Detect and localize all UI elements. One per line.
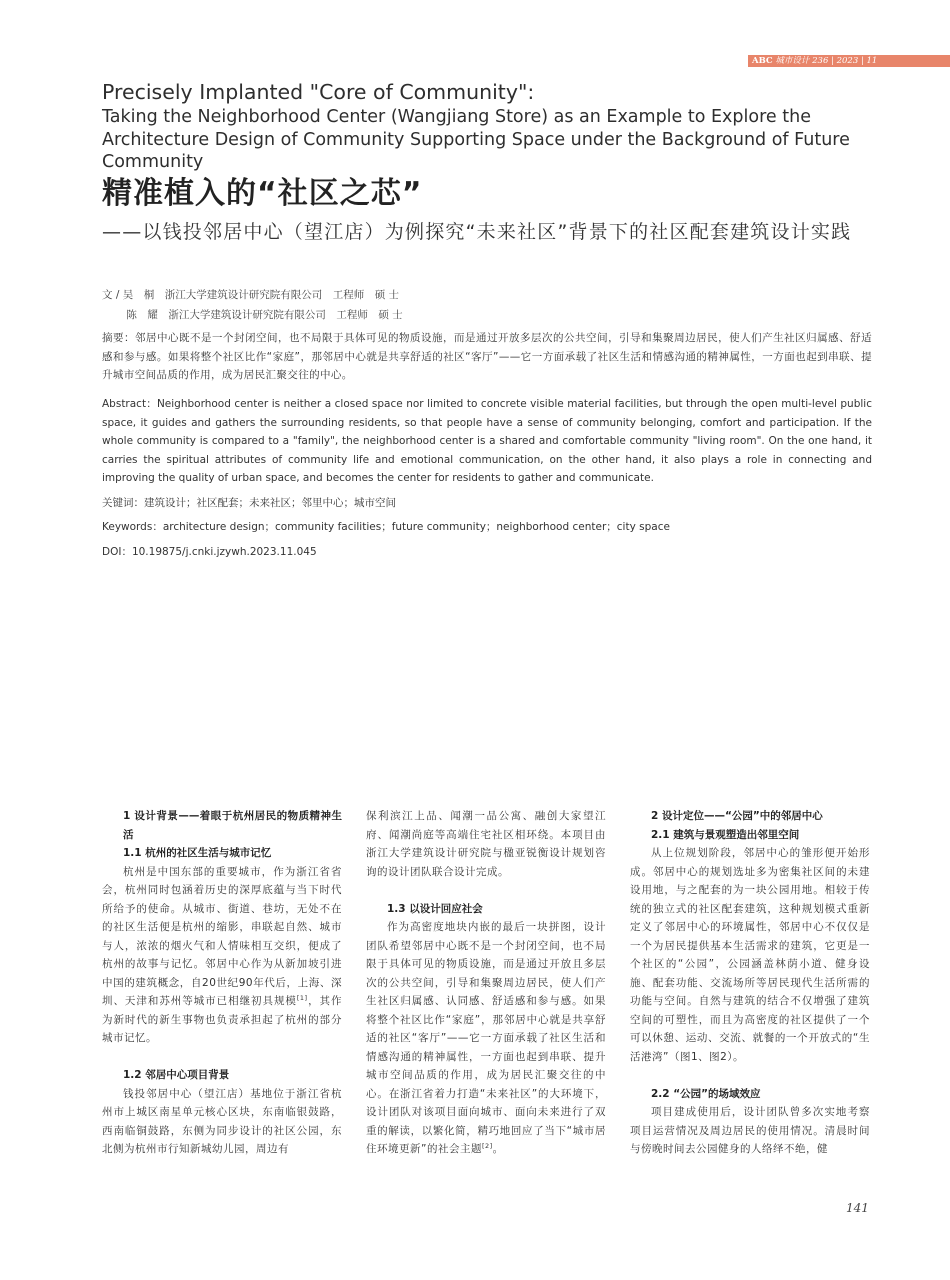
paragraph-1-3 xyxy=(366,918,606,1159)
paragraph-1-1-tail: ，其作为新时代的新生事物也负责承担起了杭州的部分城市记忆。 xyxy=(102,995,343,1044)
section-heading-2: 2 设计定位——“公园”中的邻居中心 xyxy=(651,810,823,822)
citation-ref-1[interactable]: [1] xyxy=(296,994,308,1002)
doi: DOI：10.19875/j.cnki.jzywh.2023.11.045 xyxy=(102,546,317,558)
paragraph-1-3-text: 作为高密度地块内嵌的最后一块拼图，设计团队希望邻居中心既不是一个封闭空间，也不局限于具体可见的物质设施，而是通过开放且多层次的公共空间，引导和集聚周边居民，使人们产生社区归属感、认同感、舒适感和参与感。如果将整个社区比作“家庭”，那邻居中心就是共享舒适的社区“客厅”——它一方面承载了社区生活和情感沟通的精神属性，一方面也起到串联、提升城市空间品质的作用，成为居民汇聚交往的中心。在浙江省着力打造“未来社区”的大环境下，设计团队对该项目面向城市、面向未来进行了双重的解读，以繁化简，精巧地回应了当下“城市居住环境更新”的社会主题 xyxy=(366,921,606,1155)
paragraph-1-1-text: 杭州是中国东部的重要城市，作为浙江省省会，杭州同时包涵着历史的深厚底蕴与当下时代所给予的使命。从城市、街道、巷坊，无处不在的社区生活便是杭州的缩影，串联起自然、城市与人，浓浓的烟火气和人情味相互交织，便成了杭州的故事与记忆。邻居中心作为从新加坡引进中国的建筑概念，自20世纪90年代后，上海、深圳、天津和苏州等城市已相继初具规模 xyxy=(102,865,342,1007)
chinese-title: 精准植入的“社区之芯” xyxy=(102,176,423,211)
keywords-english: Keywords：architecture design；community facilities；future community；neighborhood center；city space xyxy=(102,521,670,533)
paragraph-2-1: 从上位规划阶段，邻居中心的雏形便开始形成。邻居中心的规划选址多为密集社区间的未建设用地，与之配套的为一块公园用地。相较于传统的独立式的社区配套建筑，这种规划模式重新定义了邻居中心的环境属性，邻居中心不仅仅是一个为居民提供基本生活需求的建筑，它更是一个社区的“公园”，公园涵盖林荫小道、健身设施、配套功能、交流场所等居民现代生活所需的功能与空间。自然与建筑的结合不仅增强了建筑空间的可塑性，而且为高密度的社区提供了一个可以休憩、运动、交流、就餐的一个开放式的“生活港湾”（图1、图2）。 xyxy=(630,847,870,1063)
author-list xyxy=(102,285,403,325)
keywords-chinese: 关键词：建筑设计；社区配套；未来社区；邻里中心；城市空间 xyxy=(102,497,396,509)
journal-name: 城市设计 xyxy=(775,56,810,66)
paragraph-1-3-tail: 。 xyxy=(492,1143,504,1155)
section-heading-1-1: 1.1 杭州的社区生活与城市记忆 xyxy=(123,847,272,859)
abstract-english: Abstract：Neighborhood center is neither a closed space nor limited to concrete visible material facilities, but through the open multi-level public space, it guides and gathers the surrounding residents, so that people have a sense of community belonging, comfort and participation. If the whole community is compared to a "family", the neighborhood center is a shared and comfortable community "living room". On the one hand, it carries the spiritual attributes of community life and emotional communication, on the other hand, it also plays a role in connecting and improving the quality of urban space, and becomes the center for residents to gather and communicate. xyxy=(102,398,872,484)
section-heading-1-2: 1.2 邻居中心项目背景 xyxy=(123,1069,230,1081)
paragraph-2-2: 项目建成使用后，设计团队曾多次实地考察项目运营情况及周边居民的使用情况。清晨时间与傍晚时间去公园健身的人络绎不绝，健 xyxy=(630,1106,870,1155)
author-line-1: 文 / 吴 桐 浙江大学建筑设计研究院有限公司 工程师 硕 士 xyxy=(102,289,400,301)
section-heading-2-2: 2.2 “公园”的场域效应 xyxy=(651,1087,761,1100)
citation-ref-2[interactable]: [2] xyxy=(481,1142,493,1150)
journal-header: ABC 城市设计 236 | 2023 | 11 xyxy=(752,56,878,66)
section-heading-2-1: 2.1 建筑与景观塑造出邻里空间 xyxy=(651,828,800,841)
paragraph-1-2: 钱投邻居中心（望江店）基地位于浙江省杭州市上城区南星单元核心区块，东南临银鼓路，西南临铜鼓路，东侧为同步设计的社区公园，东北侧为杭州市行知新城幼儿园，周边有 xyxy=(102,1087,342,1155)
author-line-2: 陈 耀 浙江大学建筑设计研究院有限公司 工程师 硕 士 xyxy=(102,309,403,321)
body-column-3 xyxy=(630,807,870,1159)
paragraph-1-2-continued: 保利滨江上品、闻潮一品公寓、融创大家望江府、闻潮尚庭等高端住宅社区相环绕。本项目由浙江大学建筑设计研究院与楹亚锐衡设计规划咨询的设计团队联合设计完成。 xyxy=(366,810,606,878)
body-column-2 xyxy=(366,807,606,1159)
section-heading-1-3: 1.3 以设计回应社会 xyxy=(387,902,483,915)
body-column-1 xyxy=(102,807,342,1159)
page-number: 141 xyxy=(846,1201,869,1215)
english-title xyxy=(102,78,872,174)
english-title-line2: Taking the Neighborhood Center (Wangjiang Store) as an Example to Explore the Architecture Design of Community Supporting Space under the Background of Future Community xyxy=(102,107,850,172)
english-title-line1: Precisely Implanted "Core of Community": xyxy=(102,80,535,104)
section-heading-1: 1 设计背景——着眼于杭州居民的物质精神生活 xyxy=(123,810,342,841)
chinese-subtitle: ——以钱投邻居中心（望江店）为例探究“未来社区”背景下的社区配套建筑设计实践 xyxy=(102,221,852,243)
journal-issue: 236 | 2023 | 11 xyxy=(812,56,878,66)
paragraph-1-1 xyxy=(102,863,342,1048)
abstract-chinese: 摘要：邻居中心既不是一个封闭空间，也不局限于具体可见的物质设施，而是通过开放多层次的公共空间，引导和集聚周边居民，使人们产生社区归属感、舒适感和参与感。如果将整个社区比作“家庭”，那邻居中心就是共享舒适的社区“客厅”——它一方面承载了社区生活和情感沟通的精神属性，一方面也起到串联、提升城市空间品质的作用，成为居民汇聚交往的中心。 xyxy=(102,332,872,381)
